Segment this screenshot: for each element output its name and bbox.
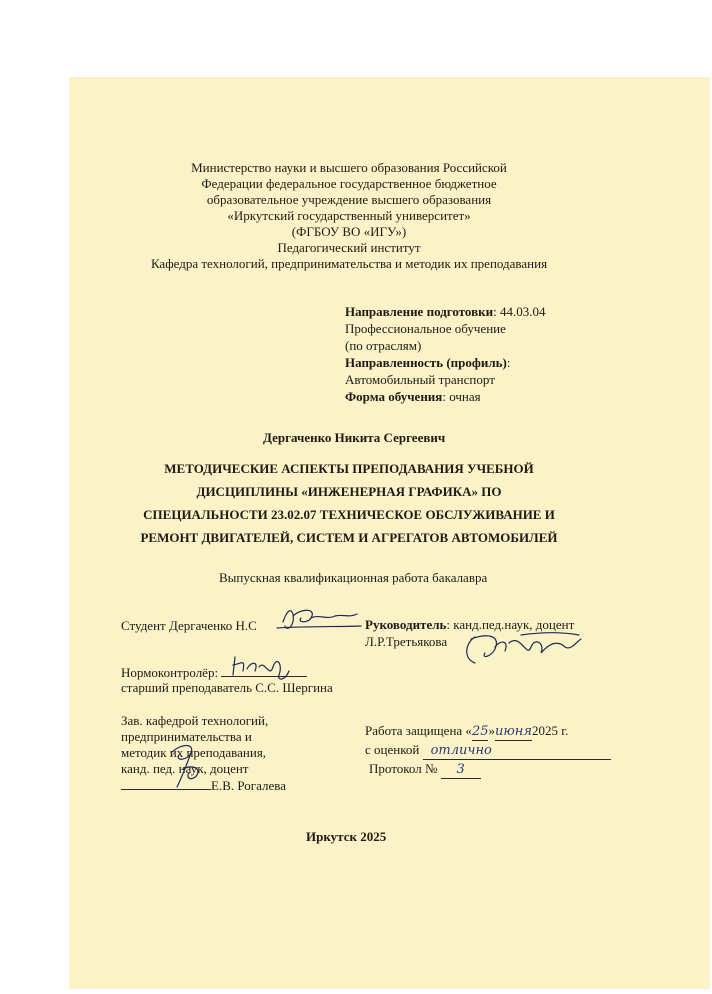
title-line: РЕМОНТ ДВИГАТЕЛЕЙ, СИСТЕМ И АГРЕГАТОВ АВТОМОБИЛЕЙ	[140, 530, 558, 545]
direction-label: Направление подготовки	[345, 304, 494, 319]
head-line: Зав. кафедрой технологий,	[121, 713, 269, 728]
work-type: Выпускная квалификационная работа бакалавра	[219, 570, 488, 585]
header-line: (ФГБОУ ВО «ИГУ»)	[291, 224, 407, 239]
header-line: Кафедра технологий, предпринимательства и методик их преподавания	[150, 256, 548, 271]
defense-quote: »	[488, 723, 495, 738]
supervisor-signature	[461, 629, 581, 673]
program-info	[345, 303, 545, 405]
grade-label: с оценкой	[365, 742, 420, 757]
header-line: Педагогический институт	[277, 240, 421, 255]
profile-value: Автомобильный транспорт	[345, 372, 495, 387]
title-line: МЕТОДИЧЕСКИЕ АСПЕКТЫ ПРЕПОДАВАНИЯ УЧЕБНОЙ	[164, 461, 534, 476]
form-label: Форма обучения	[345, 389, 443, 404]
protocol-label: Протокол №	[369, 761, 438, 776]
header-line: образовательное учреждение высшего образования	[206, 192, 492, 207]
profile-colon: :	[506, 355, 511, 370]
institution-header	[69, 160, 629, 272]
head-line: методик их преподавания,	[121, 745, 267, 760]
title-line: ДИСЦИПЛИНЫ «ИНЖЕНЕРНАЯ ГРАФИКА» ПО	[196, 484, 502, 499]
author-name: Дергаченко Никита Сергеевич	[263, 430, 446, 445]
supervisor-name: Л.Р.Третьякова	[365, 634, 448, 649]
student-signature	[277, 604, 357, 634]
defense-month: июня	[494, 724, 532, 739]
defense-day: 25	[471, 724, 489, 739]
header-line: Министерство науки и высшего образования Российской	[191, 160, 507, 175]
grade-value: отлично	[423, 742, 611, 760]
header-line: «Иркутский государственный университет»	[227, 208, 471, 223]
thesis-title	[109, 457, 589, 549]
defense-year: 2025 г.	[531, 723, 569, 738]
protocol-number: 3	[441, 761, 481, 779]
defense-block	[365, 722, 611, 779]
head-signature	[161, 739, 221, 791]
supervisor-degree: : канд.пед.наук, доцент	[446, 617, 575, 632]
profile-label: Направленность (профиль)	[345, 355, 507, 370]
direction-name: Профессиональное обучение	[345, 321, 506, 336]
head-line: канд. пед. наук, доцент	[121, 761, 249, 776]
head-name: Е.В. Рогалева	[211, 778, 286, 793]
defense-prefix: Работа защищена «	[365, 723, 472, 738]
document-page	[69, 77, 710, 989]
direction-code: : 44.03.04	[493, 304, 546, 319]
form-value: : очная	[442, 389, 481, 404]
supervisor-label: Руководитель	[365, 617, 447, 632]
student-label: Студент Дергаченко Н.С	[121, 618, 257, 633]
normcontrol-person: старший преподаватель С.С. Шергина	[121, 680, 333, 695]
normcontrol-signature	[229, 653, 299, 683]
direction-name-2: (по отраслям)	[345, 338, 422, 353]
header-line: Федерации федеральное государственное бюджетное	[201, 176, 497, 191]
title-line: СПЕЦИАЛЬНОСТИ 23.02.07 ТЕХНИЧЕСКОЕ ОБСЛУЖИВАНИЕ И	[143, 507, 555, 522]
head-line: предпринимательства и	[121, 729, 252, 744]
normcontrol-label: Нормоконтролёр:	[121, 665, 219, 680]
city-year: Иркутск 2025	[306, 829, 387, 844]
